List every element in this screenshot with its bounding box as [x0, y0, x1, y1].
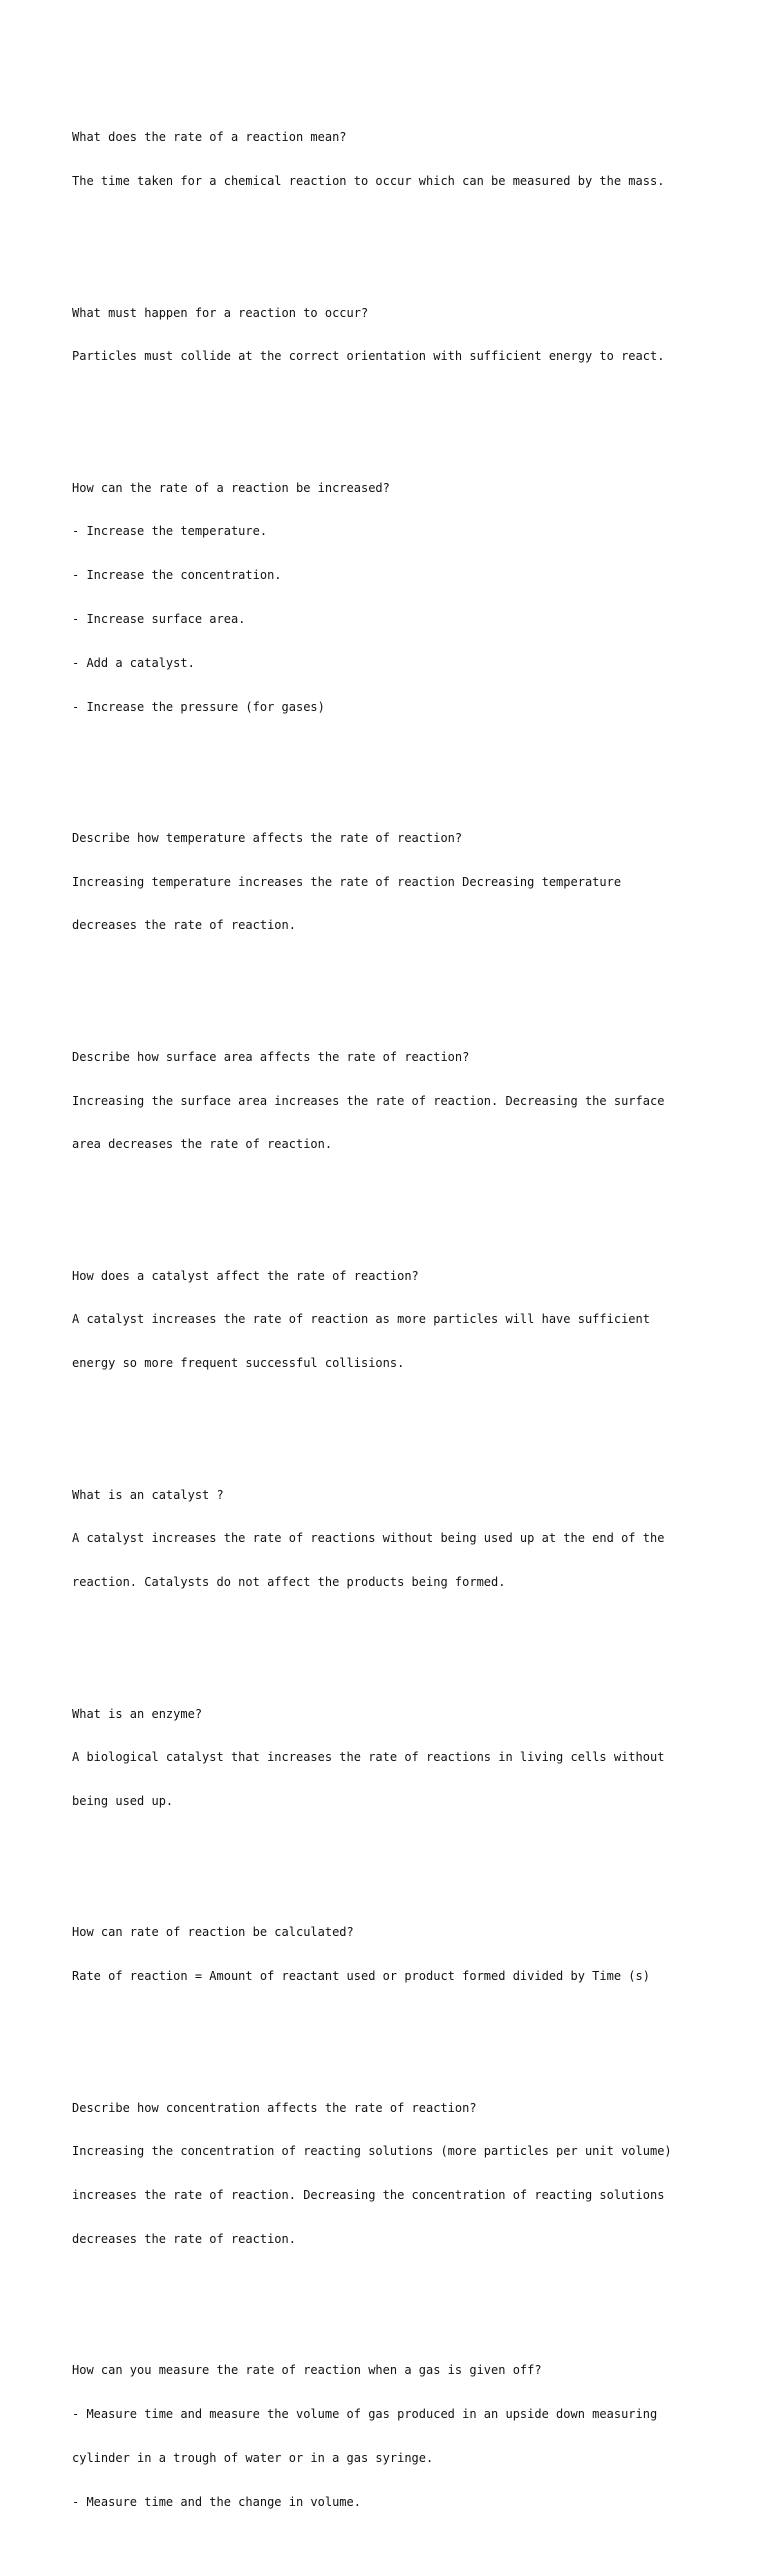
answer-line: Increasing the concentration of reacting solutions (more particles per unit volume)	[72, 2144, 672, 2159]
question-text: Describe how concentration affects the rate of reaction?	[72, 2100, 477, 2115]
qa-block-surface-area	[72, 1021, 732, 1182]
answer-line: decreases the rate of reaction.	[72, 2231, 296, 2246]
qa-block-rate-calculation	[72, 1896, 732, 2013]
answer-line: The time taken for a chemical reaction to occur which can be measured by the mass.	[72, 174, 665, 189]
qa-block-catalyst-definition	[72, 1458, 732, 1619]
qa-block-rate-meaning	[72, 101, 732, 218]
question-text: Describe how surface area affects the rate of reaction?	[72, 1049, 470, 1064]
list-item: - Measure time and the change in volume.	[72, 2494, 361, 2509]
question-text: How can the rate of a reaction be increased?	[72, 480, 390, 495]
question-text: What does the rate of a reaction mean?	[72, 130, 347, 145]
question-text: What is an catalyst ?	[72, 1487, 224, 1502]
answer-line: Particles must collide at the correct orientation with sufficient energy to react.	[72, 349, 665, 364]
answer-line: energy so more frequent successful collisions.	[72, 1356, 405, 1371]
list-item: - Add a catalyst.	[72, 655, 195, 670]
answer-line: decreases the rate of reaction.	[72, 918, 296, 933]
qa-block-concentration	[72, 2071, 732, 2275]
list-item: - Increase the temperature.	[72, 524, 268, 539]
list-item: - Increase the pressure (for gases)	[72, 699, 325, 714]
qa-block-catalyst-effect	[72, 1240, 732, 1401]
qa-block-gas-measurement	[72, 2334, 732, 2538]
question-text: How can rate of reaction be calculated?	[72, 1925, 354, 1940]
qa-block-enzyme	[72, 1677, 732, 1838]
list-item: - Increase the concentration.	[72, 568, 282, 583]
answer-line: area decreases the rate of reaction.	[72, 1137, 333, 1152]
question-text: What must happen for a reaction to occur?	[72, 305, 369, 320]
question-text: How can you measure the rate of reaction when a gas is given off?	[72, 2363, 542, 2378]
question-text: How does a catalyst affect the rate of reaction?	[72, 1268, 419, 1283]
answer-line: Increasing the surface area increases the rate of reaction. Decreasing the surface	[72, 1093, 665, 1108]
question-text: What is an enzyme?	[72, 1706, 203, 1721]
answer-line: reaction. Catalysts do not affect the products being formed.	[72, 1575, 506, 1590]
answer-line: increases the rate of reaction. Decreasing the concentration of reacting solutions	[72, 2188, 665, 2203]
list-item: - Measure time and measure the volume of gas produced in an upside down measuring	[72, 2407, 658, 2421]
answer-line: being used up.	[72, 1794, 174, 1809]
answer-line: Increasing temperature increases the rate of reaction Decreasing temperature	[72, 874, 622, 889]
qa-block-rate-increase	[72, 451, 732, 743]
answer-line: A catalyst increases the rate of reaction as more particles will have sufficient	[72, 1312, 650, 1327]
answer-line: Rate of reaction = Amount of reactant used or product formed divided by Time (s)	[72, 1969, 650, 1984]
qa-block-temperature	[72, 802, 732, 963]
answer-line: A biological catalyst that increases the rate of reactions in living cells without	[72, 1750, 665, 1765]
qa-block-reaction-occur	[72, 276, 732, 393]
document-page	[72, 72, 732, 2568]
answer-line: cylinder in a trough of water or in a gas syringe.	[72, 2450, 434, 2465]
list-item: - Increase surface area.	[72, 611, 246, 626]
answer-line: A catalyst increases the rate of reactions without being used up at the end of the	[72, 1531, 665, 1546]
question-text: Describe how temperature affects the rate of reaction?	[72, 830, 463, 845]
